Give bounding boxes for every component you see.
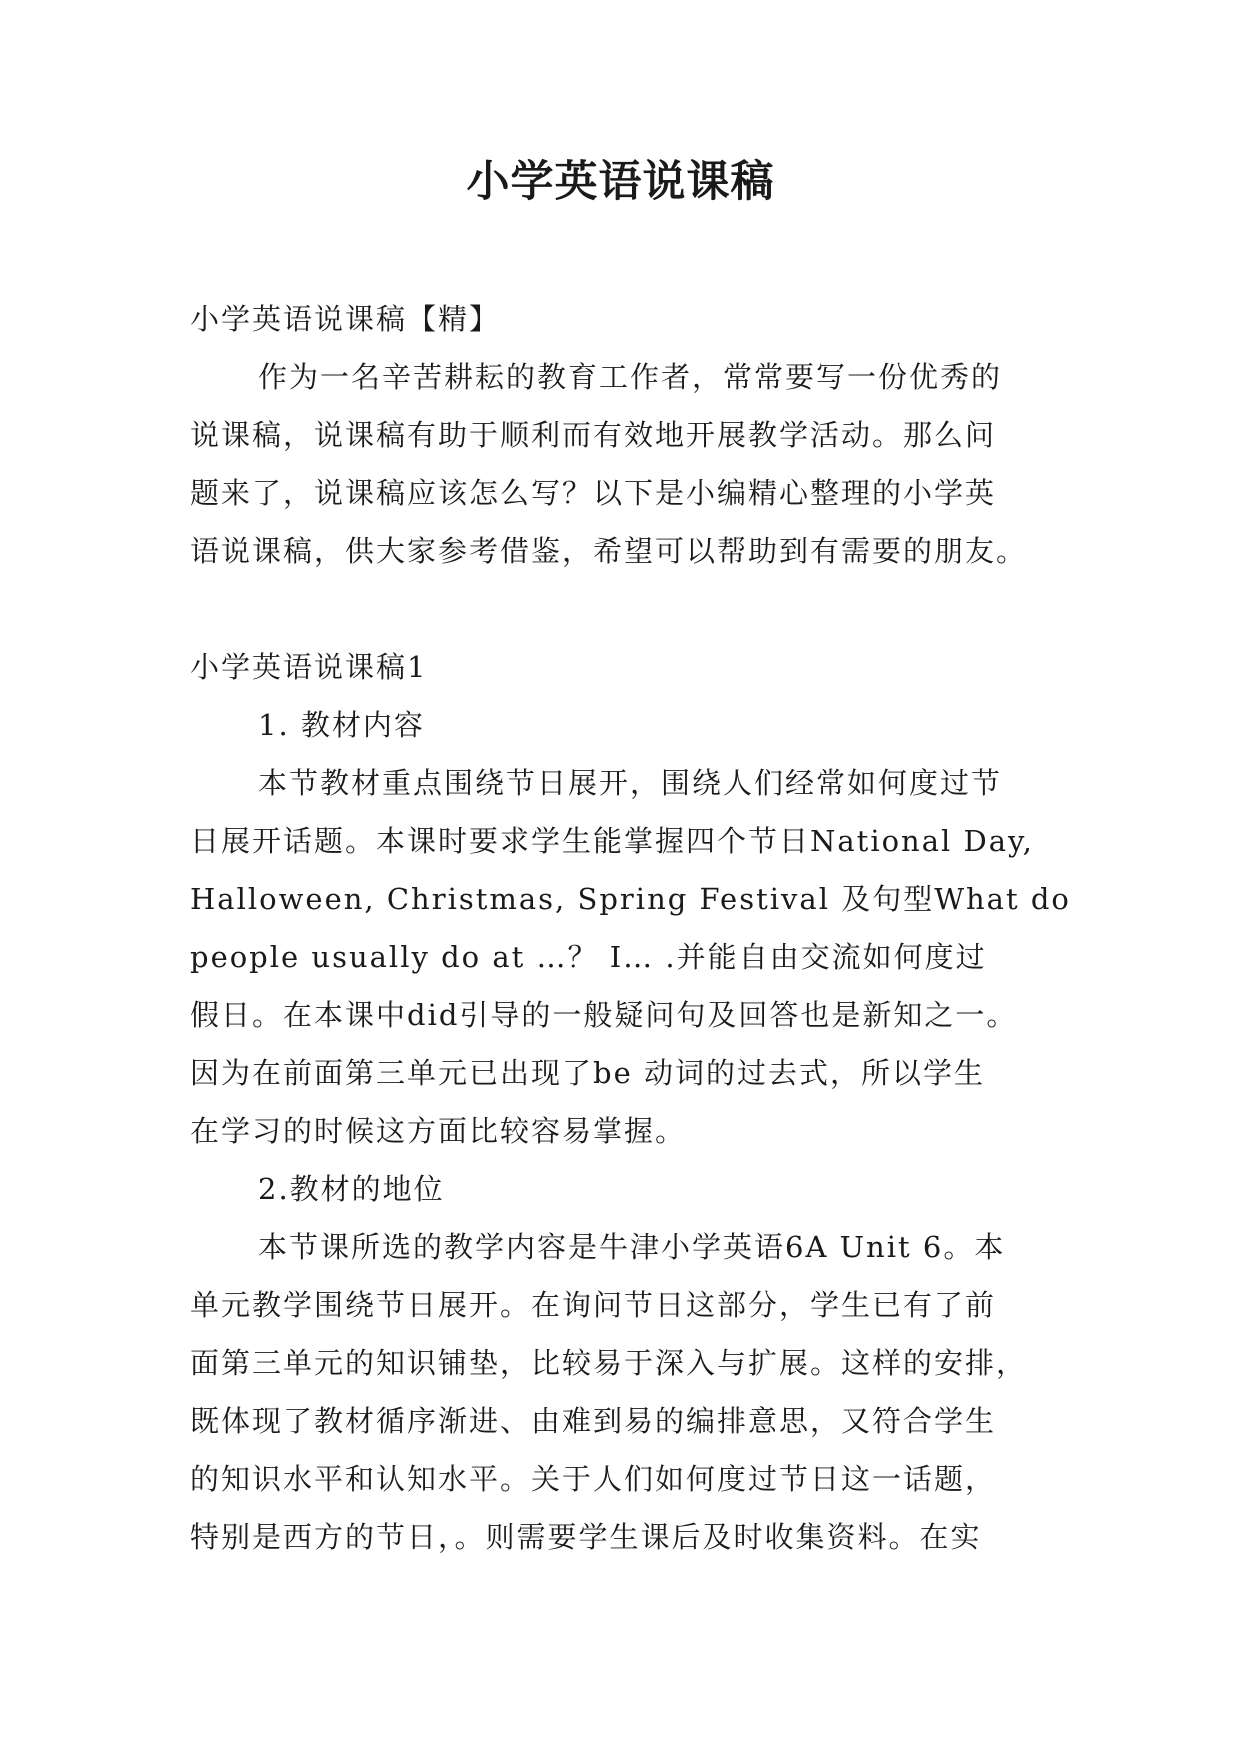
- body-line: 在学习的时候这方面比较容易掌握。: [190, 1114, 687, 1148]
- intro-line: 作为一名辛苦耕耘的教育工作者，常常要写一份优秀的: [258, 360, 1003, 394]
- intro-line: 语说课稿，供大家参考借鉴，希望可以帮助到有需要的朋友。: [190, 534, 1028, 568]
- body-line: 的知识水平和认知水平。关于人们如何度过节日这一话题，: [190, 1462, 997, 1496]
- body-line: 因为在前面第三单元已出现了be 动词的过去式，所以学生: [190, 1056, 985, 1090]
- body-line: 本节课所选的教学内容是牛津小学英语6A Unit 6。本: [258, 1230, 1006, 1264]
- body-line: 既体现了教材循序渐进、由难到易的编排意思，又符合学生: [190, 1404, 997, 1438]
- body-line: 本节教材重点围绕节日展开，围绕人们经常如何度过节: [258, 766, 1003, 800]
- item-heading: 1. 教材内容: [258, 708, 425, 742]
- intro-line: 说课稿，说课稿有助于顺利而有效地开展教学活动。那么问: [190, 418, 997, 452]
- body-line: 面第三单元的知识铺垫，比较易于深入与扩展。这样的安排，: [190, 1346, 1028, 1380]
- body-line: people usually do at …？ I… .并能自由交流如何度过: [190, 940, 987, 974]
- body-line: Halloween, Christmas, Spring Festival 及句型What do: [190, 882, 1071, 916]
- paragraph-gap: [190, 580, 1050, 638]
- document-title: 小学英语说课稿: [466, 157, 775, 207]
- document-subtitle: 小学英语说课稿【精】: [190, 302, 501, 336]
- body-line: 特别是西方的节日，。则需要学生课后及时收集资料。在实: [190, 1520, 982, 1554]
- section-heading: 小学英语说课稿1: [190, 650, 428, 684]
- body-line: 单元教学围绕节日展开。在询问节日这部分，学生已有了前: [190, 1288, 997, 1322]
- intro-line: 题来了，说课稿应该怎么写？以下是小编精心整理的小学英: [190, 476, 997, 510]
- body-line: 日展开话题。本课时要求学生能掌握四个节日National Day,: [190, 824, 1034, 858]
- body-line: 假日。在本课中did引导的一般疑问句及回答也是新知之一。: [190, 998, 1018, 1032]
- document-body: [190, 290, 1071, 1566]
- item-heading: 2.教材的地位: [258, 1172, 445, 1206]
